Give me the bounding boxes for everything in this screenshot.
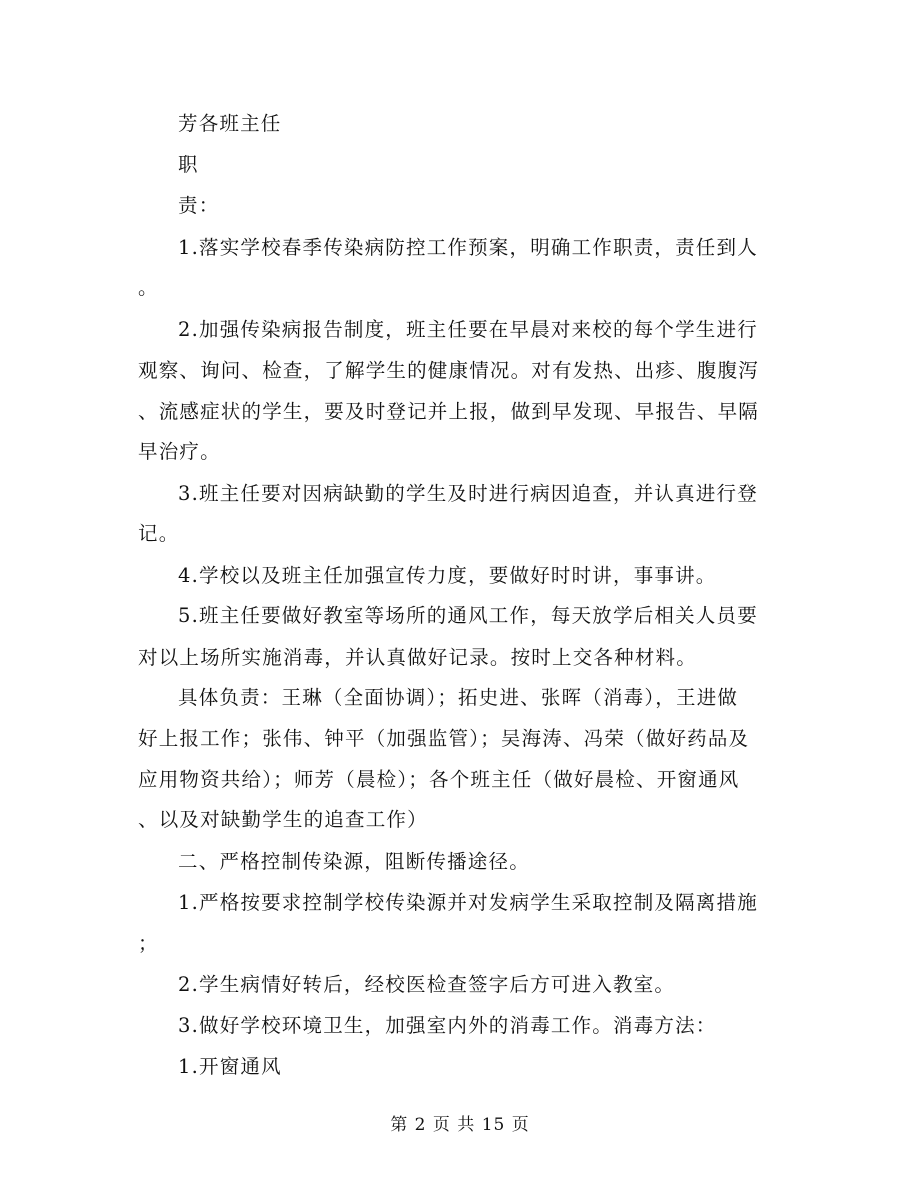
text-line: 二、严格控制传染源，阻断传播途径。 <box>178 850 530 873</box>
text-line: 芳各班主任 <box>178 112 282 135</box>
text-line: 4.学校以及班主任加强宣传力度，要做好时时讲，事事讲。 <box>178 564 717 587</box>
text-line: 、以及对缺勤学生的追查工作） <box>138 808 428 831</box>
text-line: 职 <box>178 153 199 176</box>
text-line: 具体负责：王琳（全面协调）；拓史进、张晖（消毒），王进做 <box>178 686 739 709</box>
text-line: 3.班主任要对因病缺勤的学生及时进行病因追查，并认真进行登 <box>178 482 758 505</box>
text-line: 1.落实学校春季传染病防控工作预案，明确工作职责，责任到人 <box>178 236 758 259</box>
text-line: 1.严格按要求控制学校传染源并对发病学生采取控制及隔离措施 <box>178 891 758 914</box>
text-line: 、流感症状的学生，要及时登记并上报，做到早发现、早报告、早隔 <box>138 400 760 423</box>
text-line: 应用物资共给）；师芳（晨检）；各个班主任（做好晨检、开窗通风 <box>138 768 740 791</box>
text-line: 。 <box>138 276 159 299</box>
text-line: 观察、询问、检查，了解学生的健康情况。对有发热、出疹、腹腹泻 <box>138 359 760 382</box>
text-line: 早治疗。 <box>138 440 221 463</box>
text-line: 5.班主任要做好教室等场所的通风工作，每天放学后相关人员要 <box>178 604 758 627</box>
text-line: 3.做好学校环境卫生，加强室内外的消毒工作。消毒方法： <box>178 1014 717 1037</box>
text-line: 2.学生病情好转后，经校医检查签字后方可进入教室。 <box>178 973 676 996</box>
text-line: 1.开窗通风 <box>178 1055 282 1078</box>
text-line: 好上报工作；张伟、钟平（加强监管）；吴海涛、冯荣（做好药品及 <box>138 727 750 750</box>
text-line: 责： <box>178 194 220 217</box>
text-line: 2.加强传染病报告制度，班主任要在早晨对来校的每个学生进行 <box>178 318 758 341</box>
page-number-footer: 第 2 页 共 15 页 <box>390 1115 530 1135</box>
text-line: 对以上场所实施消毒，并认真做好记录。按时上交各种材料。 <box>138 646 697 669</box>
text-line: ； <box>138 932 159 955</box>
text-line: 记。 <box>138 522 180 545</box>
